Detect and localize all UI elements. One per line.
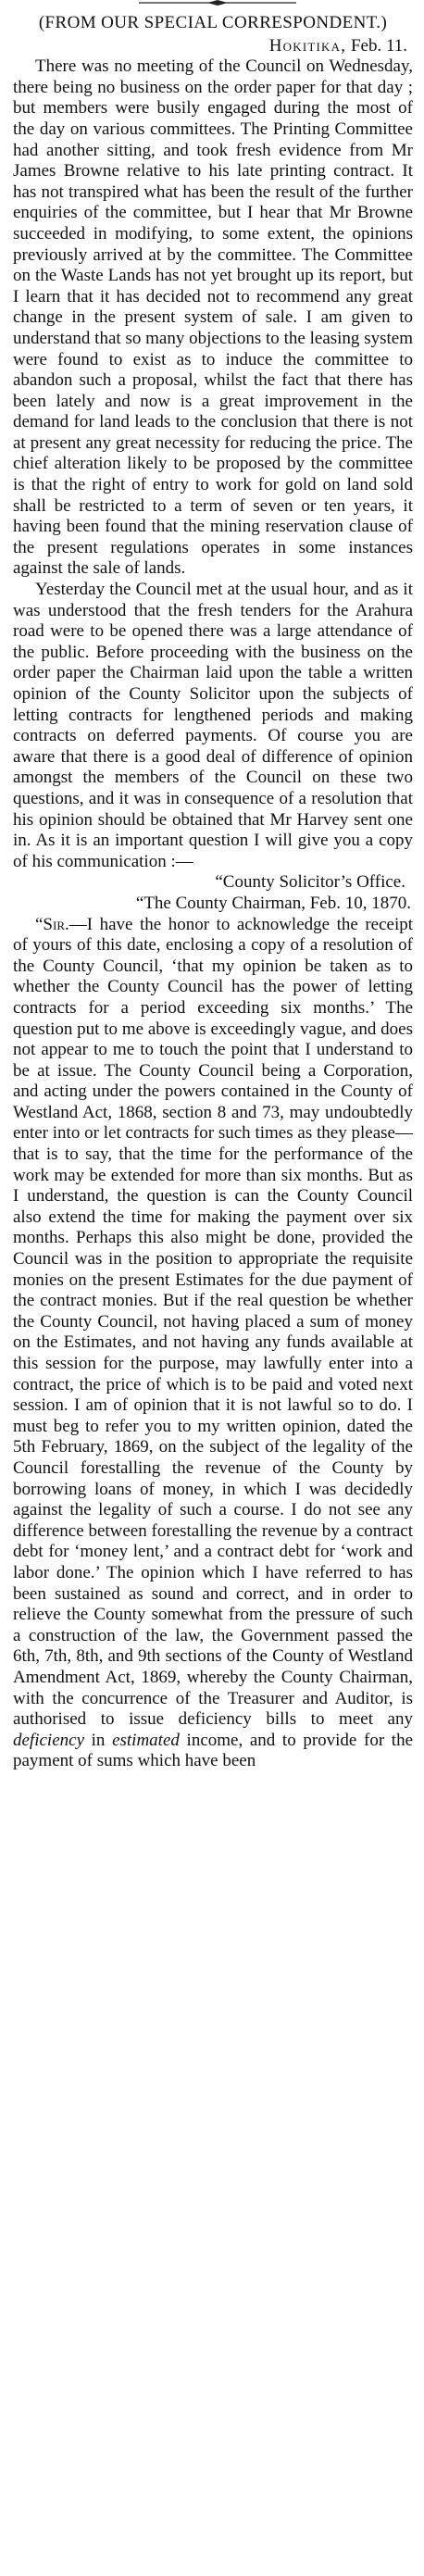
letter-emphasis-estimated: estimated xyxy=(112,1730,180,1750)
dateline xyxy=(13,36,413,57)
byline: (FROM OUR SPECIAL CORRESPONDENT.) xyxy=(38,13,388,32)
dateline-date: Feb. 11. xyxy=(350,35,407,56)
letter-body xyxy=(13,915,413,1772)
paragraph-council-committees: There was no meeting of the Council on Wednesday, there being no business on the order paper for that day ; but members were busily engaged during the most of the day on various committees. The Printing Committee had another sitting, and took fresh evidence from Mr James Browne relative to his late printing contract. It has not transpired what has been the result of the further enquiries of the committee, but I hear that Mr Browne succeeded in modifying, to some extent, the opinions previously arrived at by the committee. The Committee on the Waste Lands has not yet brought up its report, but I learn that it has decided not to recommend any great change in the present system of sale. I am given to understand that so many objections to the leasing system were found to exist as to induce the committee to abandon such a proposal, whilst the fact that there has been lately and now is a great improvement in the demand for land leads to the conclusion that there is not at present any great necessity for reducing the price. The chief alteration likely to be proposed by the committee is that the right of entry to work for gold on land sold shall be restricted to a term of seven or ten years, it having been found that the mining reservation clause of the present regulations operates in some instances against the sale of lands. xyxy=(13,56,413,579)
letter-office-heading: “County Solicitor’s Office. xyxy=(215,872,405,893)
dateline-place: Hokitika, xyxy=(268,35,347,56)
article-column xyxy=(13,9,413,1772)
paragraph-council-meeting: Yesterday the Council met at the usual hour, and as it was understood that the fresh tenders for the Arahura road were to be opened there was a large attendance of the public. Before proceeding with the business on the order paper the Chairman laid upon the table a written opinion of the County Solicitor upon the subjects of letting contracts for lengthened periods and making contracts on deferred payments. Of course you are aware that there is a good deal of difference of opinion amongst the members of the Council on these two questions, and it was in consequence of a resolution that his opinion should be obtained that Mr Harvey sent one in. As it is an important question I will give you a copy of his communication :— xyxy=(13,580,413,871)
ornamental-rule xyxy=(139,0,296,6)
letter-body-part-1: —I have the honor to acknowledge the receipt of yours of this date, enclosing a copy of a resolution of the County Council, ‘that my opinion be taken as to whether the County Council has the power of letting contracts for a period exceeding six months.’ The question put to me above is exceedingly vague, and does not appear to me to touch the point that I understand to be at issue. The County Council being a Corporation, and acting under the powers contained in the County of Westland Act, 1868, section 8 and 73, may undoubtedly enter into or let contracts for such times as they please—that is to say, that the time for the performance of the work may be extended for more than six months. But as I understand, the question is can the County Council also extend the time for making the payment over six months. Perhaps this also might be done, provided the Council was in the position to appropriate the requisite monies on the present Estimates for the due payment of the contract monies. But if the real question be whether the County Council, not having placed a sum of money on the Estimates, and not having any funds available at this session for the purpose, may lawfully enter into a contract, the price of which is to be paid and voted next session. I am of opinion that it is not lawful so to do. I must beg to refer you to my written opinion, dated the 5th February, 1869, on the subject of the legality of the Council forestalling the revenue of the County by borrowing loans of money, in which I was decidedly against the legality of such a course. I do not see any difference between forestalling the revenue by a contract debt for ‘money lent,’ and a contract debt for ‘work and labor done.’ The opinion which I have referred to has been sustained as sound and correct, and in order to relieve the County somewhat from the pressure of such a construction of the law, the Government passed the 6th, 7th, 8th, and 9th sections of the County of Westland Amendment Act, 1869, whereby the County Chairman, with the concurrence of the Treasurer and Auditor, is authorised to issue deficiency bills to meet any xyxy=(13,914,413,1730)
letter-salutation: “Sir. xyxy=(35,914,69,934)
letter-body-part-3: income, and to provide for the payment of sums which have been xyxy=(13,1730,414,1771)
letter-body-part-2: in xyxy=(84,1730,113,1750)
letter-emphasis-deficiency: deficiency xyxy=(13,1730,85,1750)
letter-addressee-date: “The County Chairman, Feb. 10, 1870. xyxy=(135,893,411,913)
